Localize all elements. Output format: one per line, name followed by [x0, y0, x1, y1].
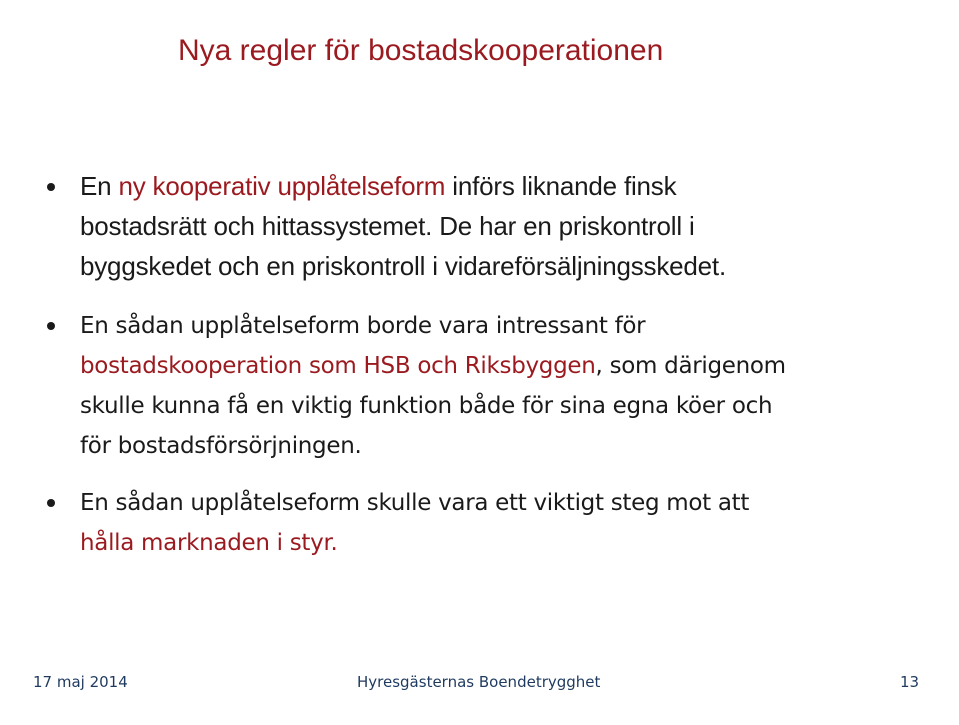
footer-date: 17 maj 2014: [33, 673, 128, 691]
slide-title: Nya regler för bostadskooperationen: [178, 34, 664, 67]
footer-organization: Hyresgästernas Boendetrygghet: [357, 673, 601, 691]
text-run: införs liknande finsk: [445, 171, 677, 201]
bullet-2-line-1: En sådan upplåtelseform borde vara intressant för: [80, 313, 646, 339]
bullet-1-line-1: [80, 166, 940, 206]
bullet-dot-icon: [47, 183, 55, 191]
bullet-2-line-3: skulle kunna få en viktig funktion både för sina egna köer och: [80, 393, 773, 419]
highlighted-term: ny kooperativ upplåtelseform: [118, 171, 446, 201]
bullet-1-line-2: bostadsrätt och hittassystemet. De har en priskontroll i: [80, 211, 695, 241]
slide-footer: [0, 673, 959, 697]
bullet-3-line-1: En sådan upplåtelseform skulle vara ett viktigt steg mot att: [80, 490, 750, 516]
bullet-dot-icon: [47, 322, 55, 330]
bullet-2-line-2: [80, 346, 940, 386]
footer-page-number: 13: [900, 673, 920, 691]
bullet-item-2: [80, 306, 940, 466]
text-run: En: [80, 171, 119, 201]
bullet-item-1: [80, 166, 940, 286]
bullet-dot-icon: [47, 499, 55, 507]
bullet-3-line-2: hålla marknaden i styr.: [80, 530, 338, 556]
bullet-2-line-4: för bostadsförsörjningen.: [80, 433, 362, 459]
bullet-1-line-3: byggskedet och en priskontroll i vidareförsäljningsskedet.: [80, 251, 726, 281]
bullet-item-3: [80, 483, 940, 563]
highlighted-term: bostadskooperation som HSB och Riksbyggen: [80, 353, 596, 379]
text-run: , som därigenom: [595, 353, 786, 379]
